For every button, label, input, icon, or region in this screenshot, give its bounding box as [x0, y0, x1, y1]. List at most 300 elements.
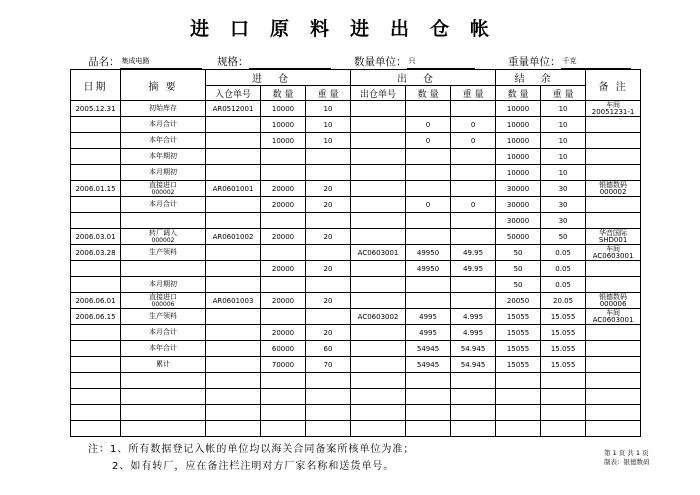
cell-note [586, 373, 641, 389]
cell-in-weight [306, 405, 351, 421]
cell-out-no [351, 389, 406, 405]
page-number: 第 1 页 共 1 页 [604, 449, 649, 457]
cell-date [71, 357, 121, 373]
cell-out-qty: 4995 [406, 325, 451, 341]
cell-balance-qty: 30000 [496, 213, 541, 229]
cell-note [586, 149, 641, 165]
cell-out-qty [406, 389, 451, 405]
cell-out-weight: 54.945 [451, 357, 496, 373]
cell-in-weight [306, 421, 351, 437]
cell-in-no [206, 261, 261, 277]
cell-out-qty [406, 229, 451, 245]
cell-out-weight: 0 [451, 197, 496, 213]
note-text: 车间 [606, 244, 621, 253]
cell-out-weight: 0 [451, 117, 496, 133]
cell-out-weight [451, 165, 496, 181]
cell-out-no [351, 149, 406, 165]
cell-balance-weight: 30 [541, 197, 586, 213]
cell-balance-weight: 0.05 [541, 245, 586, 261]
col-out-no: 出仓单号 [351, 86, 406, 101]
weight-unit-label: 重量单位： [508, 56, 561, 68]
cell-balance-qty: 50 [496, 261, 541, 277]
cell-out-qty [406, 181, 451, 197]
note-subtext: 000006 [599, 299, 627, 308]
summary-text: 本年期初 [149, 152, 177, 160]
cell-note [586, 277, 641, 293]
cell-out-weight [451, 277, 496, 293]
cell-in-qty: 10000 [261, 117, 306, 133]
cell-in-no [206, 309, 261, 325]
cell-out-no [351, 213, 406, 229]
cell-in-no [206, 389, 261, 405]
cell-summary [121, 405, 206, 421]
cell-summary [121, 373, 206, 389]
summary-text: 累计 [156, 360, 170, 368]
cell-balance-weight: 30 [541, 181, 586, 197]
cell-in-no: AR0601002 [206, 229, 261, 245]
page-info [604, 449, 650, 467]
summary-text: 本月期初 [149, 280, 177, 288]
cell-balance-qty [496, 421, 541, 437]
note-text: 银德数码 [599, 180, 628, 189]
cell-in-no [206, 373, 261, 389]
cell-out-qty [406, 213, 451, 229]
table-row [71, 117, 641, 133]
cell-in-weight [306, 373, 351, 389]
cell-note [586, 389, 641, 405]
cell-summary [121, 101, 206, 117]
table-row [71, 341, 641, 357]
cell-date [71, 325, 121, 341]
note-subtext: SHD001 [598, 235, 628, 244]
cell-in-qty: 10000 [261, 133, 306, 149]
cell-in-qty [261, 373, 306, 389]
col-in-qty: 数 量 [261, 86, 306, 101]
cell-in-no [206, 277, 261, 293]
cell-in-qty: 20000 [261, 229, 306, 245]
cell-in-qty [261, 149, 306, 165]
cell-note [586, 421, 641, 437]
cell-in-qty [261, 405, 306, 421]
col-in-weight: 重 量 [306, 86, 351, 101]
col-out-weight: 重 量 [451, 86, 496, 101]
cell-balance-weight: 10 [541, 101, 586, 117]
cell-out-weight [451, 149, 496, 165]
table-row [71, 389, 641, 405]
col-balance-group: 结余 [496, 70, 586, 86]
cell-balance-qty: 10000 [496, 133, 541, 149]
cell-summary [121, 325, 206, 341]
cell-out-weight [451, 293, 496, 309]
cell-out-weight: 49.95 [451, 261, 496, 277]
cell-balance-weight: 15.055 [541, 341, 586, 357]
cell-in-no [206, 213, 261, 229]
cell-in-qty: 20000 [261, 325, 306, 341]
cell-out-no [351, 181, 406, 197]
cell-out-no [351, 405, 406, 421]
cell-balance-qty [496, 389, 541, 405]
table-row [71, 293, 641, 309]
ledger-table [70, 69, 641, 437]
note-text: 车间 [606, 308, 621, 317]
cell-in-weight [306, 309, 351, 325]
table-row [71, 421, 641, 437]
cell-balance-qty: 50000 [496, 229, 541, 245]
cell-out-weight [451, 213, 496, 229]
cell-out-no [351, 133, 406, 149]
cell-out-no [351, 197, 406, 213]
cell-in-qty: 20000 [261, 261, 306, 277]
cell-out-weight [451, 421, 496, 437]
cell-in-weight [306, 245, 351, 261]
table-row [71, 325, 641, 341]
cell-in-weight: 60 [306, 341, 351, 357]
weight-unit-field [508, 54, 631, 69]
cell-balance-weight: 10 [541, 133, 586, 149]
cell-date [71, 341, 121, 357]
cell-in-qty: 10000 [261, 101, 306, 117]
table-row [71, 373, 641, 389]
col-in-no: 入仓单号 [206, 86, 261, 101]
summary-text: 本月合计 [149, 328, 177, 336]
table-row [71, 229, 641, 245]
spec-label: 规格： [217, 56, 249, 68]
cell-balance-qty: 50 [496, 277, 541, 293]
cell-in-qty [261, 245, 306, 261]
summary-text: 本月期初 [149, 168, 177, 176]
cell-balance-weight: 15.055 [541, 309, 586, 325]
cell-in-weight [306, 165, 351, 181]
cell-balance-qty: 15055 [496, 325, 541, 341]
cell-date: 2006.06.01 [71, 293, 121, 309]
cell-note [586, 293, 641, 309]
cell-out-no [351, 357, 406, 373]
table-row [71, 309, 641, 325]
cell-note [586, 133, 641, 149]
cell-balance-qty: 20050 [496, 293, 541, 309]
cell-summary [121, 197, 206, 213]
col-out-group: 出仓 [351, 70, 496, 86]
cell-out-no [351, 101, 406, 117]
cell-in-qty: 20000 [261, 197, 306, 213]
cell-balance-qty: 30000 [496, 197, 541, 213]
cell-out-weight [451, 389, 496, 405]
cell-summary [121, 357, 206, 373]
note-subtext: 20051231-1 [591, 107, 635, 116]
cell-note [586, 309, 641, 325]
product-label: 品名： [88, 56, 120, 68]
col-out-qty: 数 量 [406, 86, 451, 101]
cell-out-qty [406, 293, 451, 309]
table-row [71, 197, 641, 213]
cell-in-no [206, 325, 261, 341]
cell-balance-weight: 0.05 [541, 261, 586, 277]
qty-unit-value: 只 [407, 56, 475, 69]
cell-summary [121, 309, 206, 325]
cell-summary [121, 341, 206, 357]
cell-date [71, 165, 121, 181]
cell-out-weight [451, 181, 496, 197]
product-value: 集成电路 [120, 56, 202, 69]
cell-date: 2006.01.15 [71, 181, 121, 197]
cell-date [71, 117, 121, 133]
cell-in-weight: 20 [306, 293, 351, 309]
cell-date [71, 149, 121, 165]
cell-note [586, 357, 641, 373]
cell-out-weight: 49.95 [451, 245, 496, 261]
table-row [71, 165, 641, 181]
cell-date: 2006.06.15 [71, 309, 121, 325]
cell-in-no [206, 405, 261, 421]
cell-note [586, 213, 641, 229]
cell-in-qty: 60000 [261, 341, 306, 357]
cell-note [586, 325, 641, 341]
cell-in-weight [306, 389, 351, 405]
note-subtext: 000002 [599, 187, 627, 196]
cell-out-no [351, 165, 406, 181]
cell-note [586, 117, 641, 133]
cell-in-qty: 20000 [261, 181, 306, 197]
cell-out-qty [406, 405, 451, 421]
page-title: 进口原料进出仓帐 [189, 18, 510, 40]
cell-date [71, 389, 121, 405]
cell-balance-weight [541, 373, 586, 389]
qty-unit-label: 数量单位： [354, 56, 407, 68]
table-row [71, 213, 641, 229]
col-in-group: 进仓 [206, 70, 351, 86]
cell-in-qty [261, 165, 306, 181]
note-text: 车间 [606, 100, 621, 109]
table-row [71, 133, 641, 149]
cell-out-qty: 54945 [406, 357, 451, 373]
cell-in-weight: 10 [306, 117, 351, 133]
cell-balance-weight: 15.055 [541, 325, 586, 341]
cell-out-qty [406, 373, 451, 389]
cell-balance-weight: 10 [541, 117, 586, 133]
cell-in-weight [306, 149, 351, 165]
cell-in-weight: 20 [306, 229, 351, 245]
summary-text: 直接进口 [149, 180, 177, 189]
weight-unit-value: 千克 [561, 56, 631, 69]
summary-text: 本年合计 [149, 136, 177, 144]
col-note: 备 注 [586, 70, 641, 101]
table-row [71, 405, 641, 421]
summary-text: 转厂调入 [149, 228, 177, 237]
cell-out-no [351, 277, 406, 293]
cell-note [586, 181, 641, 197]
cell-out-qty: 49950 [406, 261, 451, 277]
cell-balance-qty: 10000 [496, 149, 541, 165]
col-balance-weight: 重 量 [541, 86, 586, 101]
cell-balance-qty: 15055 [496, 309, 541, 325]
cell-out-qty: 54945 [406, 341, 451, 357]
cell-date [71, 261, 121, 277]
cell-out-weight: 0 [451, 133, 496, 149]
cell-in-no [206, 133, 261, 149]
cell-summary [121, 389, 206, 405]
product-field [88, 54, 202, 69]
cell-date [71, 421, 121, 437]
cell-in-no: AR0601001 [206, 181, 261, 197]
cell-date [71, 197, 121, 213]
cell-balance-weight: 20.05 [541, 293, 586, 309]
cell-balance-qty: 30000 [496, 181, 541, 197]
cell-out-qty [406, 149, 451, 165]
ledger-body [71, 101, 641, 437]
summary-text: 本月合计 [149, 200, 177, 208]
cell-in-no [206, 165, 261, 181]
cell-out-no [351, 261, 406, 277]
cell-out-qty [406, 277, 451, 293]
cell-out-no [351, 229, 406, 245]
table-row [71, 261, 641, 277]
cell-summary [121, 245, 206, 261]
cell-out-qty [406, 421, 451, 437]
qty-unit-field [354, 54, 475, 69]
table-row [71, 357, 641, 373]
cell-out-qty: 4995 [406, 309, 451, 325]
summary-subtext: 000002 [151, 188, 175, 196]
cell-out-no [351, 293, 406, 309]
cell-date [71, 405, 121, 421]
cell-summary [121, 421, 206, 437]
cell-date: 2006.03.01 [71, 229, 121, 245]
cell-balance-weight: 10 [541, 149, 586, 165]
cell-summary [121, 165, 206, 181]
cell-in-weight: 20 [306, 181, 351, 197]
table-row [71, 101, 641, 117]
summary-text: 本年合计 [149, 344, 177, 352]
summary-text: 初始库存 [149, 104, 177, 112]
cell-date: 2006.03.28 [71, 245, 121, 261]
cell-balance-qty: 50 [496, 245, 541, 261]
footnote-1: 注：1、所有数据登记入帐的单位均以海关合同备案所核单位为准； [88, 444, 415, 455]
note-text: 华音国际 [599, 228, 628, 237]
cell-out-weight [451, 373, 496, 389]
cell-summary [121, 117, 206, 133]
table-row [71, 149, 641, 165]
cell-summary [121, 181, 206, 197]
cell-balance-weight [541, 389, 586, 405]
table-row [71, 181, 641, 197]
table-row [71, 277, 641, 293]
summary-subtext: 000006 [151, 300, 175, 308]
cell-balance-weight: 10 [541, 165, 586, 181]
cell-out-qty [406, 101, 451, 117]
cell-in-no [206, 245, 261, 261]
cell-out-weight: 4.995 [451, 309, 496, 325]
cell-out-weight [451, 101, 496, 117]
footnote-2: 2、如有转厂，应在备注栏注明对方厂家名称和送货单号。 [112, 461, 395, 472]
cell-out-qty: 0 [406, 117, 451, 133]
summary-subtext: 000002 [151, 236, 175, 244]
cell-in-qty [261, 309, 306, 325]
cell-date [71, 277, 121, 293]
note-subtext: AC0603001 [592, 315, 634, 324]
cell-balance-weight [541, 405, 586, 421]
spec-value [249, 56, 331, 69]
table-row [71, 245, 641, 261]
cell-in-no [206, 149, 261, 165]
cell-in-qty: 70000 [261, 357, 306, 373]
cell-summary [121, 149, 206, 165]
cell-in-no [206, 117, 261, 133]
cell-out-no [351, 421, 406, 437]
cell-in-weight: 20 [306, 261, 351, 277]
cell-balance-qty [496, 405, 541, 421]
table-maker: 制表：银德数码 [604, 458, 650, 466]
cell-in-qty [261, 421, 306, 437]
cell-summary [121, 293, 206, 309]
cell-note [586, 197, 641, 213]
cell-balance-qty: 15055 [496, 357, 541, 373]
col-balance-qty: 数 量 [496, 86, 541, 101]
cell-note [586, 405, 641, 421]
cell-date: 2005.12.31 [71, 101, 121, 117]
cell-in-no [206, 341, 261, 357]
cell-in-qty [261, 213, 306, 229]
cell-balance-qty: 10000 [496, 117, 541, 133]
cell-out-qty [406, 165, 451, 181]
cell-balance-weight: 50 [541, 229, 586, 245]
cell-summary [121, 261, 206, 277]
cell-out-weight: 4.995 [451, 325, 496, 341]
cell-in-qty: 20000 [261, 293, 306, 309]
summary-text: 生产领料 [149, 248, 177, 256]
cell-note [586, 165, 641, 181]
cell-out-qty: 0 [406, 133, 451, 149]
cell-balance-qty: 10000 [496, 165, 541, 181]
cell-in-no [206, 197, 261, 213]
cell-balance-weight: 0.05 [541, 277, 586, 293]
cell-note [586, 341, 641, 357]
note-text: 银德数码 [599, 292, 628, 301]
cell-balance-qty [496, 373, 541, 389]
cell-in-no: AR0601003 [206, 293, 261, 309]
cell-balance-weight [541, 421, 586, 437]
cell-in-qty [261, 277, 306, 293]
cell-out-weight [451, 229, 496, 245]
cell-in-weight: 20 [306, 197, 351, 213]
cell-out-no [351, 373, 406, 389]
summary-text: 直接进口 [149, 292, 177, 301]
spec-field [217, 54, 331, 69]
cell-in-no: AR0512001 [206, 101, 261, 117]
cell-in-weight: 10 [306, 101, 351, 117]
cell-out-no: AC0603002 [351, 309, 406, 325]
col-summary: 摘 要 [121, 70, 206, 101]
cell-balance-weight: 30 [541, 213, 586, 229]
cell-out-qty: 49950 [406, 245, 451, 261]
cell-balance-qty: 10000 [496, 101, 541, 117]
cell-summary [121, 213, 206, 229]
cell-summary [121, 277, 206, 293]
col-date: 日期 [71, 70, 121, 101]
cell-summary [121, 229, 206, 245]
cell-in-weight [306, 213, 351, 229]
cell-balance-weight: 15.055 [541, 357, 586, 373]
cell-in-no [206, 357, 261, 373]
cell-in-weight [306, 277, 351, 293]
summary-text: 生产领料 [149, 312, 177, 320]
cell-out-no [351, 117, 406, 133]
cell-in-weight: 70 [306, 357, 351, 373]
summary-text: 本月合计 [149, 120, 177, 128]
cell-note [586, 261, 641, 277]
cell-out-weight [451, 405, 496, 421]
cell-date [71, 373, 121, 389]
cell-out-no: AC0603001 [351, 245, 406, 261]
